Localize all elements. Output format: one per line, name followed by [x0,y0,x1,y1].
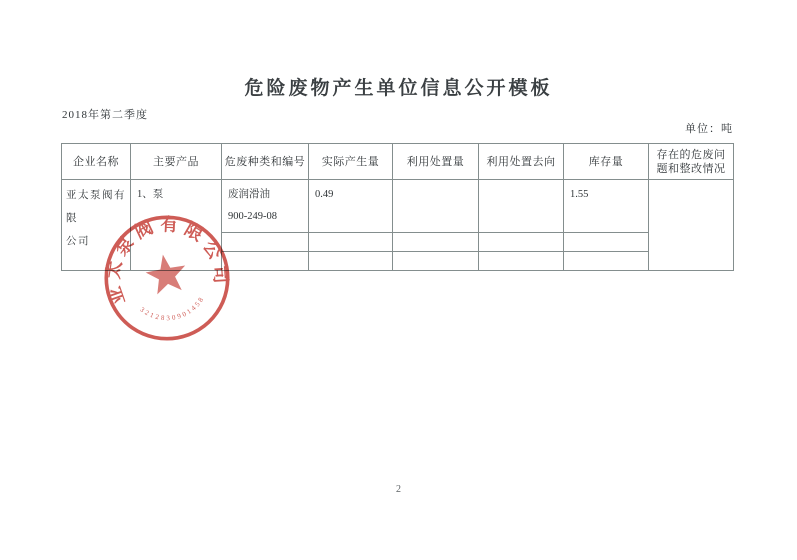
empty-cell [479,233,564,252]
company-name-line2: 公司 [66,236,90,247]
column-header-problems: 存在的危废问题和整改情况 [649,144,734,180]
column-header-inventory: 库存量 [564,144,649,180]
seal-star-icon [143,251,189,296]
company-seal [101,212,233,344]
company-name-line1: 亚太泵阀有限 [66,190,126,224]
empty-cell [393,233,479,252]
header-row [62,144,734,180]
empty-cell [479,252,564,271]
cell-disposal-direction [479,180,564,233]
seal-number-text: 3212830901458 [138,296,206,323]
seal-company-text: 亚太泵阀有限公司 [102,214,231,308]
empty-cell [393,252,479,271]
unit-label: 单位：吨 [685,123,733,135]
empty-cell [309,233,393,252]
empty-cell [222,252,309,271]
column-header-disposal-direction: 利用处置去向 [479,144,564,180]
column-header-actual-output: 实际产生量 [309,144,393,180]
cell-disposal-amount [393,180,479,233]
empty-cell [564,252,649,271]
empty-cell [222,233,309,252]
column-header-company: 企业名称 [62,144,131,180]
waste-name: 废润滑油 [228,189,270,200]
cell-waste-type [222,180,309,233]
cell-problems [649,180,734,271]
report-period: 2018年第二季度 [62,109,148,121]
page-title: 危险废物产生单位信息公开模板 [244,78,553,99]
empty-cell [309,252,393,271]
column-header-disposal-amount: 利用处置量 [393,144,479,180]
column-header-waste-type: 危废种类和编号 [222,144,309,180]
cell-main-product: 1、泵 [131,180,222,271]
cell-actual-output: 0.49 [309,180,393,233]
column-header-main-product: 主要产品 [131,144,222,180]
page-number: 2 [396,484,401,495]
cell-inventory: 1.55 [564,180,649,233]
empty-cell [564,233,649,252]
waste-code: 900-249-08 [228,211,277,222]
